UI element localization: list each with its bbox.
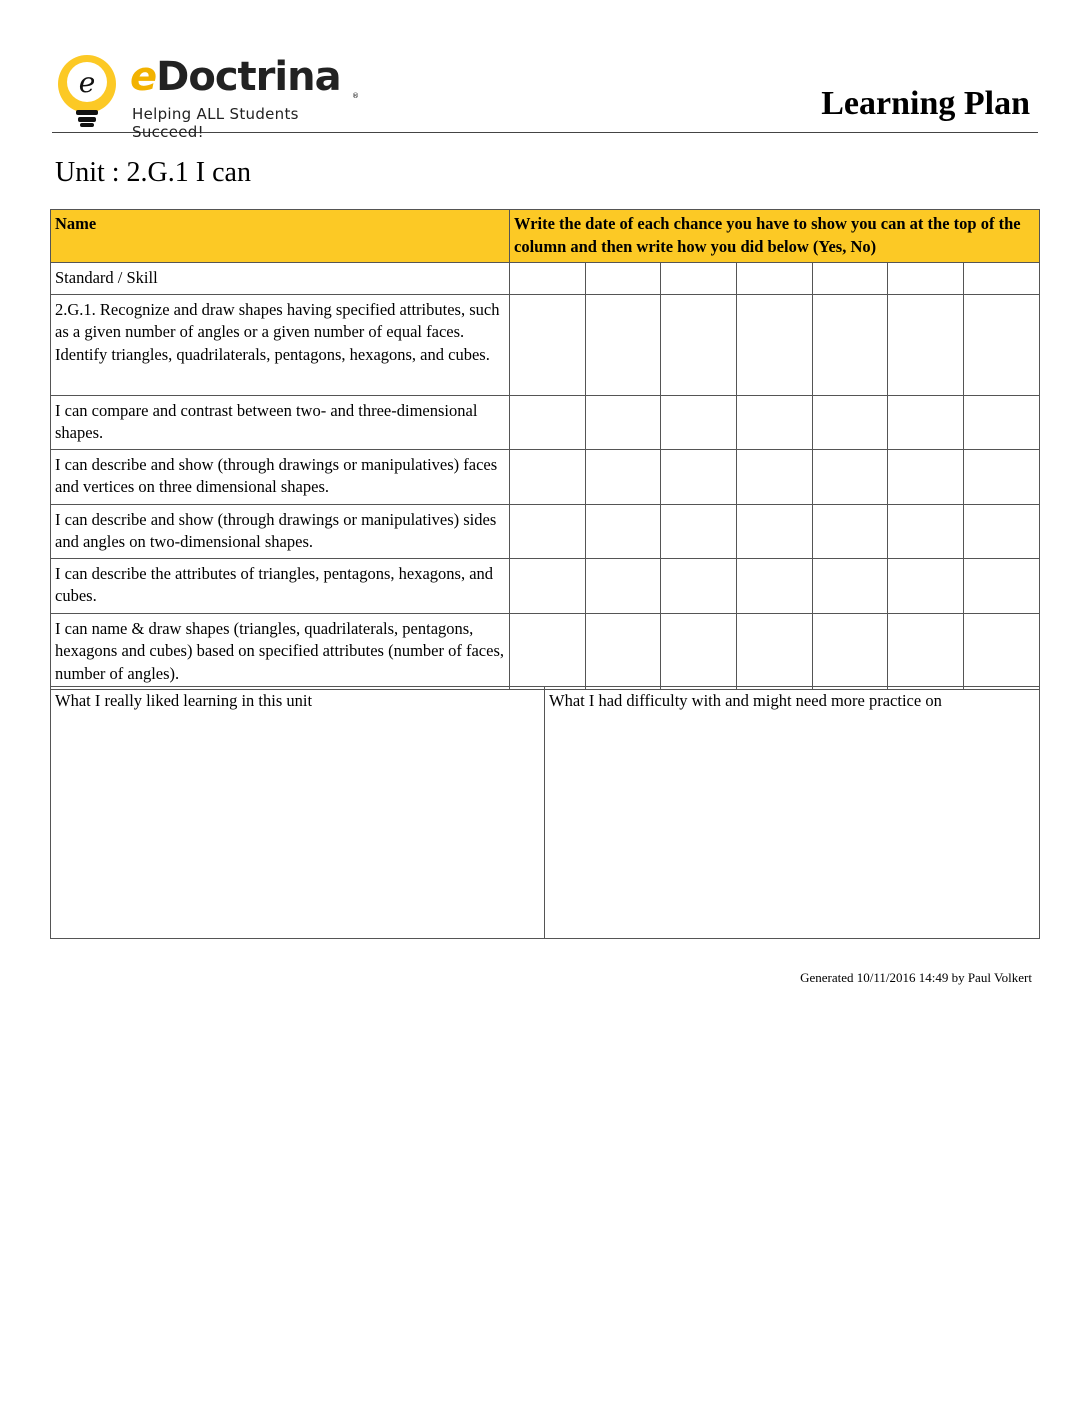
- result-cell[interactable]: [661, 558, 737, 613]
- result-cell[interactable]: [661, 613, 737, 690]
- result-cell[interactable]: [510, 294, 586, 395]
- unit-title: Unit : 2.G.1 I can: [55, 157, 251, 188]
- result-cell[interactable]: [888, 504, 964, 558]
- result-cell[interactable]: [585, 449, 661, 504]
- result-cell[interactable]: [585, 504, 661, 558]
- result-cell[interactable]: [812, 449, 888, 504]
- result-cell[interactable]: [888, 294, 964, 395]
- result-cell[interactable]: [964, 613, 1040, 690]
- date-cell[interactable]: [510, 263, 586, 295]
- result-cell[interactable]: [737, 449, 813, 504]
- standard-skill-label: Standard / Skill: [51, 263, 510, 295]
- skill-text: I can describe and show (through drawings or manipulatives) faces and vertices on three dimensional shapes.: [51, 449, 510, 504]
- date-cell[interactable]: [812, 263, 888, 295]
- table-row: [51, 558, 1040, 613]
- difficulty-box[interactable]: [545, 687, 1040, 939]
- reflection-table: [50, 686, 1040, 939]
- result-cell[interactable]: [661, 504, 737, 558]
- result-cell[interactable]: [510, 504, 586, 558]
- lightbulb-icon: [54, 52, 124, 128]
- result-cell[interactable]: [888, 558, 964, 613]
- result-cell[interactable]: [964, 558, 1040, 613]
- date-cell[interactable]: [737, 263, 813, 295]
- result-cell[interactable]: [585, 558, 661, 613]
- trademark-mark: ®: [352, 92, 359, 100]
- table-row: [51, 613, 1040, 690]
- result-cell[interactable]: [510, 449, 586, 504]
- result-cell[interactable]: [661, 294, 737, 395]
- result-cell[interactable]: [737, 294, 813, 395]
- result-cell[interactable]: [812, 613, 888, 690]
- result-cell[interactable]: [737, 395, 813, 449]
- result-cell[interactable]: [812, 504, 888, 558]
- logo-tagline: Helping ALL Students Succeed!: [132, 105, 299, 141]
- result-cell[interactable]: [661, 395, 737, 449]
- result-cell[interactable]: [585, 613, 661, 690]
- liked-learning-label: What I really liked learning in this unit: [55, 691, 313, 710]
- date-cell[interactable]: [661, 263, 737, 295]
- date-cell[interactable]: [964, 263, 1040, 295]
- standard-skill-row: [51, 263, 1040, 295]
- edoctrina-logo: [52, 50, 372, 141]
- result-cell[interactable]: [585, 294, 661, 395]
- table-row: [51, 449, 1040, 504]
- difficulty-label: What I had difficulty with and might need more practice on: [549, 691, 942, 710]
- skill-text: 2.G.1. Recognize and draw shapes having specified attributes, such as a given number of angles or a given number of equal faces. Identify triangles, quadrilaterals, pentagons, hexagons, and cubes.: [51, 294, 510, 395]
- skill-text: I can name & draw shapes (triangles, quadrilaterals, pentagons, hexagons and cubes) based on specified attributes (number of faces, number of angles).: [51, 613, 510, 690]
- result-cell[interactable]: [964, 395, 1040, 449]
- skill-text: I can describe the attributes of triangles, pentagons, hexagons, and cubes.: [51, 558, 510, 613]
- date-cell[interactable]: [585, 263, 661, 295]
- page-header: [52, 50, 1038, 141]
- table-row: [51, 504, 1040, 558]
- result-cell[interactable]: [964, 449, 1040, 504]
- liked-learning-box[interactable]: [51, 687, 545, 939]
- skill-text: I can compare and contrast between two- and three-dimensional shapes.: [51, 395, 510, 449]
- result-cell[interactable]: [510, 613, 586, 690]
- result-cell[interactable]: [737, 504, 813, 558]
- result-cell[interactable]: [737, 558, 813, 613]
- document-title: Learning Plan: [821, 85, 1030, 122]
- instructions-header: Write the date of each chance you have to show you can at the top of the column and then write how you did below (Yes, No): [510, 210, 1040, 263]
- result-cell[interactable]: [964, 294, 1040, 395]
- result-cell[interactable]: [888, 395, 964, 449]
- result-cell[interactable]: [888, 613, 964, 690]
- result-cell[interactable]: [510, 395, 586, 449]
- svg-text:e: e: [78, 66, 96, 99]
- result-cell[interactable]: [812, 395, 888, 449]
- table-row: [51, 294, 1040, 395]
- result-cell[interactable]: [888, 449, 964, 504]
- result-cell[interactable]: [661, 449, 737, 504]
- name-header[interactable]: Name: [51, 210, 510, 263]
- generated-footer: Generated 10/11/2016 14:49 by Paul Volkert: [800, 970, 1032, 985]
- logo-wordmark: eDoctrina: [130, 54, 341, 100]
- table-header-row: [51, 210, 1040, 263]
- result-cell[interactable]: [737, 613, 813, 690]
- table-row: [51, 395, 1040, 449]
- result-cell[interactable]: [812, 294, 888, 395]
- result-cell[interactable]: [585, 395, 661, 449]
- learning-plan-table: [50, 209, 1040, 690]
- result-cell[interactable]: [964, 504, 1040, 558]
- result-cell[interactable]: [812, 558, 888, 613]
- skill-text: I can describe and show (through drawings or manipulatives) sides and angles on two-dimensional shapes.: [51, 504, 510, 558]
- date-cell[interactable]: [888, 263, 964, 295]
- result-cell[interactable]: [510, 558, 586, 613]
